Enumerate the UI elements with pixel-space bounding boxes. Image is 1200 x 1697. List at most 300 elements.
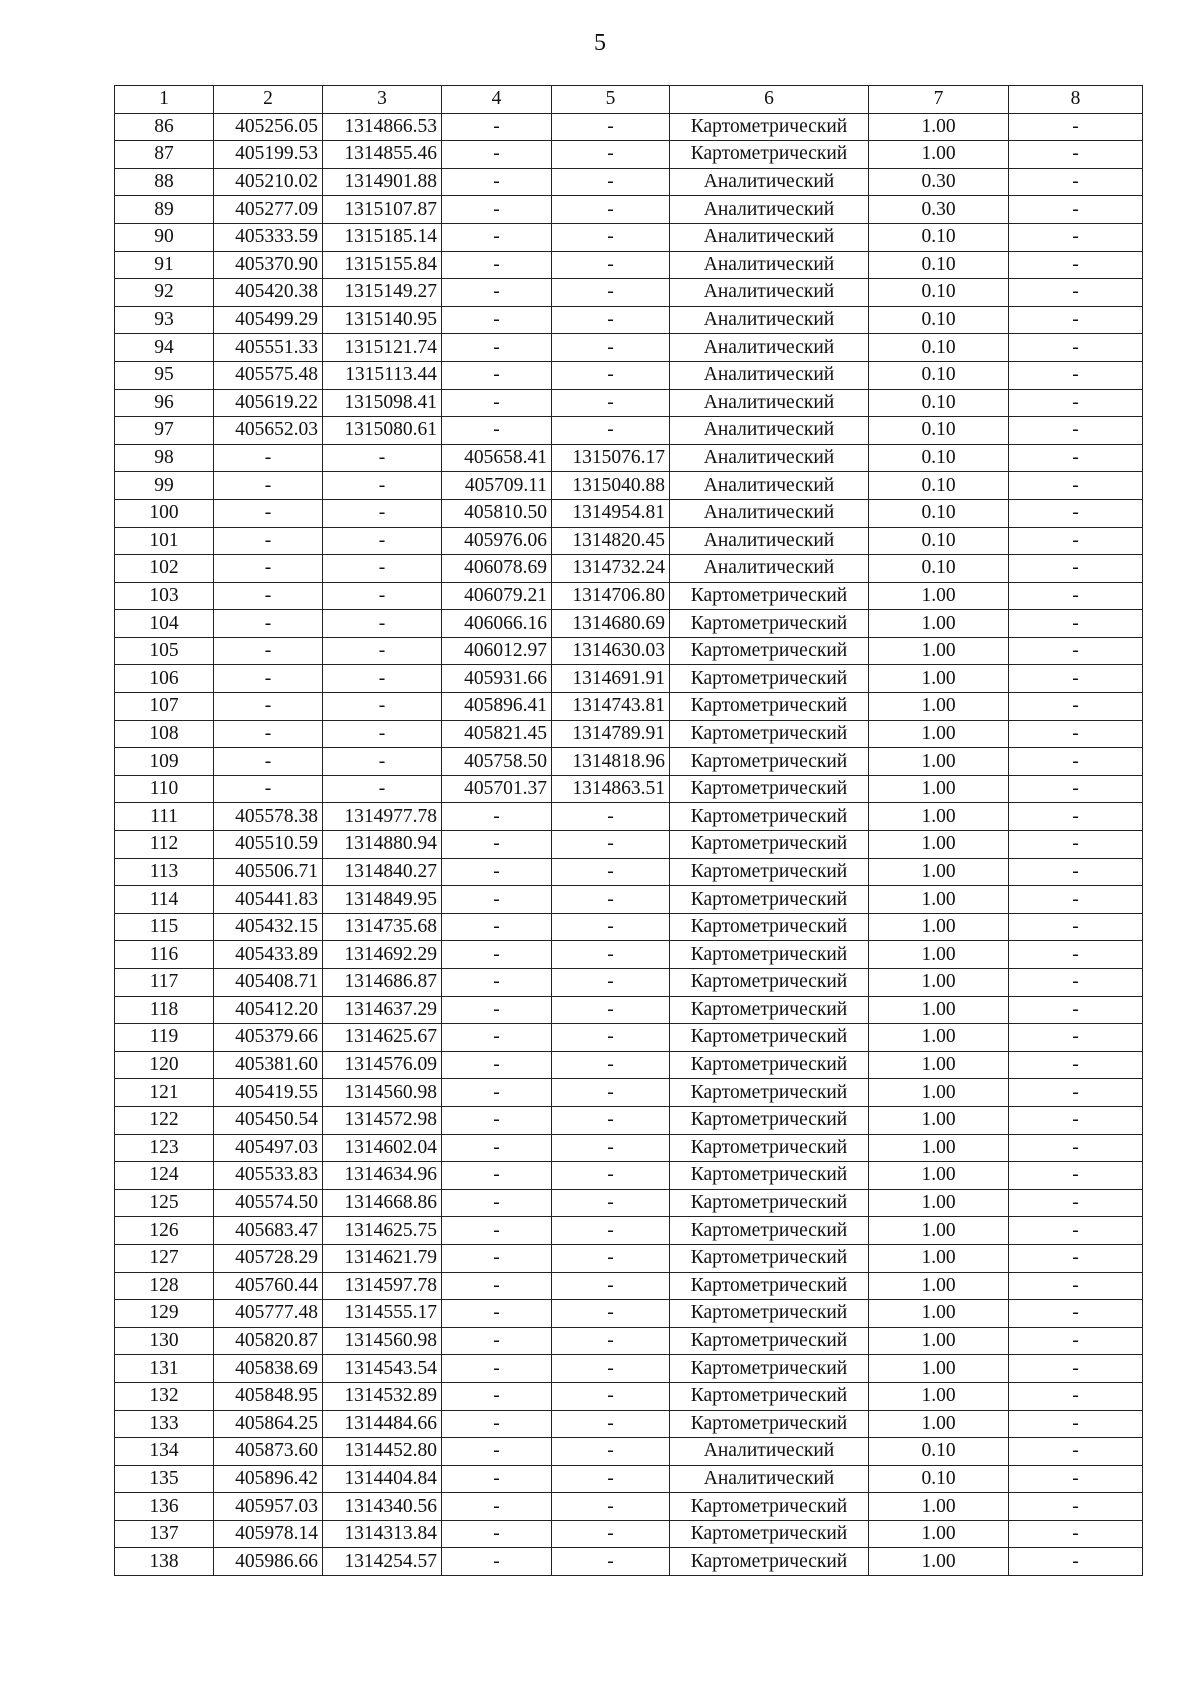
table-row (115, 969, 1143, 997)
cell-new-x: 406012.97 (442, 637, 552, 665)
cell-existing-x: 405986.66 (214, 1548, 323, 1576)
cell-point-number: 111 (115, 803, 214, 831)
cell-accuracy: 1.00 (869, 1300, 1009, 1328)
cell-note: - (1009, 141, 1143, 169)
cell-point-number: 131 (115, 1355, 214, 1383)
cell-new-x: - (442, 141, 552, 169)
cell-new-y: 1314680.69 (552, 610, 670, 638)
cell-point-number: 112 (115, 831, 214, 859)
cell-point-number: 114 (115, 886, 214, 914)
cell-point-number: 102 (115, 555, 214, 583)
cell-existing-x: 405433.89 (214, 941, 323, 969)
cell-existing-x: 405210.02 (214, 168, 323, 196)
cell-existing-x: 405379.66 (214, 1024, 323, 1052)
cell-method: Картометрический (670, 996, 869, 1024)
cell-new-y: - (552, 251, 670, 279)
table-row (115, 444, 1143, 472)
cell-accuracy: 1.00 (869, 1327, 1009, 1355)
cell-new-y: - (552, 803, 670, 831)
cell-accuracy: 1.00 (869, 1134, 1009, 1162)
cell-new-x: 405709.11 (442, 472, 552, 500)
cell-method: Аналитический (670, 472, 869, 500)
cell-method: Аналитический (670, 417, 869, 445)
cell-existing-y: 1315155.84 (323, 251, 442, 279)
cell-note: - (1009, 886, 1143, 914)
cell-method: Аналитический (670, 223, 869, 251)
table-row (115, 1272, 1143, 1300)
cell-existing-y: - (323, 748, 442, 776)
cell-existing-x: 405760.44 (214, 1272, 323, 1300)
cell-existing-x: 405574.50 (214, 1189, 323, 1217)
cell-method: Картометрический (670, 665, 869, 693)
cell-new-y: 1314818.96 (552, 748, 670, 776)
cell-existing-x: 405370.90 (214, 251, 323, 279)
cell-existing-y: 1315121.74 (323, 334, 442, 362)
cell-new-y: - (552, 1438, 670, 1466)
cell-accuracy: 0.30 (869, 168, 1009, 196)
cell-existing-x: 405199.53 (214, 141, 323, 169)
cell-existing-y: 1314692.29 (323, 941, 442, 969)
table-row (115, 141, 1143, 169)
cell-new-x: - (442, 831, 552, 859)
table-row (115, 610, 1143, 638)
cell-new-y: 1315040.88 (552, 472, 670, 500)
cell-existing-y: 1315149.27 (323, 279, 442, 307)
cell-note: - (1009, 1382, 1143, 1410)
cell-point-number: 94 (115, 334, 214, 362)
cell-new-y: - (552, 1134, 670, 1162)
cell-note: - (1009, 361, 1143, 389)
cell-existing-y: 1314452.80 (323, 1438, 442, 1466)
cell-existing-x: - (214, 720, 323, 748)
table-row (115, 1217, 1143, 1245)
cell-note: - (1009, 693, 1143, 721)
cell-accuracy: 1.00 (869, 582, 1009, 610)
cell-accuracy: 1.00 (869, 1189, 1009, 1217)
cell-method: Аналитический (670, 251, 869, 279)
cell-point-number: 119 (115, 1024, 214, 1052)
cell-point-number: 135 (115, 1465, 214, 1493)
cell-accuracy: 1.00 (869, 1493, 1009, 1521)
cell-existing-y: - (323, 444, 442, 472)
cell-accuracy: 1.00 (869, 665, 1009, 693)
cell-accuracy: 1.00 (869, 1162, 1009, 1190)
cell-method: Аналитический (670, 555, 869, 583)
cell-new-y: - (552, 389, 670, 417)
cell-new-x: - (442, 113, 552, 141)
cell-new-x: - (442, 334, 552, 362)
cell-point-number: 136 (115, 1493, 214, 1521)
cell-existing-x: 405277.09 (214, 196, 323, 224)
cell-new-y: - (552, 1051, 670, 1079)
cell-accuracy: 1.00 (869, 1024, 1009, 1052)
cell-existing-y: 1314602.04 (323, 1134, 442, 1162)
cell-point-number: 118 (115, 996, 214, 1024)
table-row (115, 527, 1143, 555)
cell-point-number: 109 (115, 748, 214, 776)
cell-method: Картометрический (670, 1300, 869, 1328)
cell-note: - (1009, 1520, 1143, 1548)
cell-existing-x: 405420.38 (214, 279, 323, 307)
cell-point-number: 125 (115, 1189, 214, 1217)
cell-existing-x: 405652.03 (214, 417, 323, 445)
cell-new-y: - (552, 223, 670, 251)
cell-method: Картометрический (670, 1051, 869, 1079)
cell-existing-x: 405533.83 (214, 1162, 323, 1190)
cell-existing-y: 1314849.95 (323, 886, 442, 914)
cell-accuracy: 0.10 (869, 361, 1009, 389)
cell-note: - (1009, 1134, 1143, 1162)
cell-method: Картометрический (670, 941, 869, 969)
header-cell-existing-x: 2 (214, 86, 323, 114)
cell-existing-y: - (323, 472, 442, 500)
cell-existing-y: - (323, 693, 442, 721)
cell-point-number: 110 (115, 775, 214, 803)
cell-note: - (1009, 223, 1143, 251)
cell-method: Картометрический (670, 610, 869, 638)
cell-note: - (1009, 1051, 1143, 1079)
cell-point-number: 123 (115, 1134, 214, 1162)
cell-accuracy: 1.00 (869, 1217, 1009, 1245)
cell-point-number: 101 (115, 527, 214, 555)
cell-new-x: - (442, 1548, 552, 1576)
cell-existing-x: 405450.54 (214, 1106, 323, 1134)
cell-new-x: - (442, 279, 552, 307)
cell-accuracy: 1.00 (869, 886, 1009, 914)
cell-point-number: 128 (115, 1272, 214, 1300)
cell-note: - (1009, 472, 1143, 500)
table-row (115, 168, 1143, 196)
cell-accuracy: 1.00 (869, 1079, 1009, 1107)
cell-new-x: - (442, 1355, 552, 1383)
cell-existing-y: 1314637.29 (323, 996, 442, 1024)
cell-method: Аналитический (670, 1465, 869, 1493)
cell-existing-x: 405864.25 (214, 1410, 323, 1438)
cell-new-x: 405821.45 (442, 720, 552, 748)
cell-new-y: - (552, 279, 670, 307)
cell-note: - (1009, 637, 1143, 665)
cell-note: - (1009, 1106, 1143, 1134)
cell-new-x: - (442, 168, 552, 196)
cell-accuracy: 0.30 (869, 196, 1009, 224)
cell-accuracy: 1.00 (869, 1106, 1009, 1134)
cell-accuracy: 1.00 (869, 1520, 1009, 1548)
table-row (115, 306, 1143, 334)
cell-new-x: 405810.50 (442, 499, 552, 527)
cell-method: Картометрический (670, 858, 869, 886)
cell-point-number: 107 (115, 693, 214, 721)
cell-accuracy: 1.00 (869, 637, 1009, 665)
cell-existing-x: 405408.71 (214, 969, 323, 997)
cell-accuracy: 0.10 (869, 472, 1009, 500)
cell-method: Картометрический (670, 748, 869, 776)
cell-accuracy: 0.10 (869, 1465, 1009, 1493)
cell-note: - (1009, 1410, 1143, 1438)
cell-note: - (1009, 1548, 1143, 1576)
cell-existing-y: 1314855.46 (323, 141, 442, 169)
cell-method: Аналитический (670, 499, 869, 527)
cell-new-y: - (552, 1410, 670, 1438)
cell-method: Картометрический (670, 141, 869, 169)
header-cell-new-x: 4 (442, 86, 552, 114)
cell-new-y: - (552, 141, 670, 169)
table-row (115, 941, 1143, 969)
cell-accuracy: 1.00 (869, 1410, 1009, 1438)
cell-existing-y: - (323, 582, 442, 610)
cell-existing-y: 1314555.17 (323, 1300, 442, 1328)
cell-point-number: 103 (115, 582, 214, 610)
cell-new-x: 405701.37 (442, 775, 552, 803)
cell-existing-y: 1315185.14 (323, 223, 442, 251)
cell-new-y: 1314630.03 (552, 637, 670, 665)
cell-note: - (1009, 555, 1143, 583)
cell-method: Аналитический (670, 527, 869, 555)
cell-existing-y: 1315107.87 (323, 196, 442, 224)
cell-method: Картометрический (670, 886, 869, 914)
cell-accuracy: 1.00 (869, 693, 1009, 721)
cell-existing-x: 405499.29 (214, 306, 323, 334)
cell-point-number: 115 (115, 913, 214, 941)
table-row (115, 472, 1143, 500)
cell-point-number: 95 (115, 361, 214, 389)
cell-new-x: - (442, 1106, 552, 1134)
cell-note: - (1009, 831, 1143, 859)
cell-new-y: - (552, 113, 670, 141)
cell-existing-x: 405256.05 (214, 113, 323, 141)
cell-note: - (1009, 1300, 1143, 1328)
cell-new-x: - (442, 913, 552, 941)
cell-point-number: 130 (115, 1327, 214, 1355)
cell-new-x: 405976.06 (442, 527, 552, 555)
cell-new-x: - (442, 1024, 552, 1052)
cell-new-y: - (552, 334, 670, 362)
cell-note: - (1009, 1244, 1143, 1272)
cell-method: Картометрический (670, 1272, 869, 1300)
cell-note: - (1009, 610, 1143, 638)
cell-point-number: 100 (115, 499, 214, 527)
cell-existing-x: 405432.15 (214, 913, 323, 941)
cell-accuracy: 1.00 (869, 913, 1009, 941)
coordinates-table (114, 85, 1143, 1576)
cell-method: Картометрический (670, 1134, 869, 1162)
table-row (115, 1520, 1143, 1548)
cell-new-x: 405658.41 (442, 444, 552, 472)
cell-existing-y: 1314866.53 (323, 113, 442, 141)
cell-accuracy: 1.00 (869, 113, 1009, 141)
cell-existing-y: 1314404.84 (323, 1465, 442, 1493)
cell-accuracy: 0.10 (869, 306, 1009, 334)
cell-note: - (1009, 1189, 1143, 1217)
cell-existing-y: 1314735.68 (323, 913, 442, 941)
cell-note: - (1009, 196, 1143, 224)
cell-existing-y: - (323, 775, 442, 803)
cell-note: - (1009, 582, 1143, 610)
cell-point-number: 88 (115, 168, 214, 196)
cell-new-x: - (442, 1272, 552, 1300)
table-header-row (115, 86, 1143, 114)
cell-note: - (1009, 168, 1143, 196)
cell-existing-x: 405820.87 (214, 1327, 323, 1355)
table-row (115, 1244, 1143, 1272)
cell-existing-x: 405412.20 (214, 996, 323, 1024)
cell-new-x: - (442, 1134, 552, 1162)
cell-new-x: - (442, 803, 552, 831)
cell-note: - (1009, 113, 1143, 141)
cell-accuracy: 1.00 (869, 1355, 1009, 1383)
cell-accuracy: 1.00 (869, 1244, 1009, 1272)
cell-existing-y: - (323, 527, 442, 555)
table-row (115, 748, 1143, 776)
header-cell-existing-y: 3 (323, 86, 442, 114)
cell-existing-x: - (214, 665, 323, 693)
cell-new-y: 1314691.91 (552, 665, 670, 693)
table-row (115, 113, 1143, 141)
cell-new-y: - (552, 1327, 670, 1355)
cell-new-x: - (442, 941, 552, 969)
cell-new-x: - (442, 1465, 552, 1493)
cell-existing-y: 1314634.96 (323, 1162, 442, 1190)
cell-method: Картометрический (670, 913, 869, 941)
cell-existing-x: - (214, 527, 323, 555)
cell-accuracy: 1.00 (869, 941, 1009, 969)
cell-note: - (1009, 748, 1143, 776)
table-row (115, 1300, 1143, 1328)
table-row (115, 1134, 1143, 1162)
table-row (115, 334, 1143, 362)
table-row (115, 1024, 1143, 1052)
cell-new-y: - (552, 1079, 670, 1107)
cell-existing-y: - (323, 610, 442, 638)
cell-new-x: - (442, 1493, 552, 1521)
cell-existing-x: 405381.60 (214, 1051, 323, 1079)
cell-new-y: 1314706.80 (552, 582, 670, 610)
cell-method: Картометрический (670, 1162, 869, 1190)
cell-note: - (1009, 803, 1143, 831)
cell-point-number: 133 (115, 1410, 214, 1438)
cell-existing-y: 1314484.66 (323, 1410, 442, 1438)
cell-new-y: - (552, 1244, 670, 1272)
table-row (115, 1410, 1143, 1438)
cell-method: Картометрический (670, 1548, 869, 1576)
cell-new-y: - (552, 196, 670, 224)
cell-note: - (1009, 389, 1143, 417)
cell-accuracy: 1.00 (869, 1548, 1009, 1576)
cell-new-x: - (442, 389, 552, 417)
cell-existing-x: 405619.22 (214, 389, 323, 417)
table-body (115, 86, 1143, 1576)
table-row (115, 886, 1143, 914)
cell-existing-x: - (214, 775, 323, 803)
cell-method: Картометрический (670, 1244, 869, 1272)
cell-existing-x: 405728.29 (214, 1244, 323, 1272)
table-row (115, 1382, 1143, 1410)
cell-note: - (1009, 969, 1143, 997)
cell-new-y: - (552, 1382, 670, 1410)
cell-accuracy: 0.10 (869, 389, 1009, 417)
table-row (115, 996, 1143, 1024)
cell-note: - (1009, 720, 1143, 748)
table-row (115, 720, 1143, 748)
cell-note: - (1009, 1465, 1143, 1493)
cell-new-x: 406079.21 (442, 582, 552, 610)
cell-method: Картометрический (670, 803, 869, 831)
table-row (115, 1162, 1143, 1190)
table-row (115, 1548, 1143, 1576)
cell-new-x: - (442, 996, 552, 1024)
cell-existing-x: - (214, 582, 323, 610)
cell-point-number: 121 (115, 1079, 214, 1107)
cell-point-number: 122 (115, 1106, 214, 1134)
cell-new-y: - (552, 1493, 670, 1521)
cell-new-x: - (442, 1244, 552, 1272)
table-row (115, 417, 1143, 445)
cell-new-x: - (442, 1520, 552, 1548)
cell-point-number: 104 (115, 610, 214, 638)
cell-accuracy: 0.10 (869, 527, 1009, 555)
cell-new-x: - (442, 969, 552, 997)
cell-new-x: - (442, 858, 552, 886)
cell-accuracy: 0.10 (869, 251, 1009, 279)
cell-accuracy: 1.00 (869, 1382, 1009, 1410)
cell-existing-x: 405419.55 (214, 1079, 323, 1107)
cell-new-y: - (552, 969, 670, 997)
cell-new-x: - (442, 1438, 552, 1466)
cell-existing-x: 405333.59 (214, 223, 323, 251)
cell-existing-y: - (323, 637, 442, 665)
cell-point-number: 105 (115, 637, 214, 665)
table-row (115, 1051, 1143, 1079)
cell-note: - (1009, 251, 1143, 279)
cell-existing-y: 1314543.54 (323, 1355, 442, 1383)
cell-existing-y: 1314686.87 (323, 969, 442, 997)
cell-note: - (1009, 1272, 1143, 1300)
cell-note: - (1009, 913, 1143, 941)
table-row (115, 858, 1143, 886)
cell-point-number: 97 (115, 417, 214, 445)
cell-existing-y: - (323, 665, 442, 693)
cell-existing-y: - (323, 555, 442, 583)
cell-new-y: - (552, 168, 670, 196)
cell-method: Картометрический (670, 1189, 869, 1217)
cell-note: - (1009, 417, 1143, 445)
cell-accuracy: 1.00 (869, 1272, 1009, 1300)
cell-new-y: - (552, 1217, 670, 1245)
cell-existing-x: - (214, 748, 323, 776)
cell-existing-x: 405551.33 (214, 334, 323, 362)
cell-new-y: 1314954.81 (552, 499, 670, 527)
cell-method: Картометрический (670, 113, 869, 141)
cell-existing-y: 1314625.75 (323, 1217, 442, 1245)
cell-new-x: - (442, 1079, 552, 1107)
table-row (115, 582, 1143, 610)
cell-note: - (1009, 775, 1143, 803)
cell-point-number: 108 (115, 720, 214, 748)
cell-new-x: - (442, 361, 552, 389)
header-cell-new-y: 5 (552, 86, 670, 114)
cell-new-x: - (442, 1051, 552, 1079)
cell-new-x: - (442, 251, 552, 279)
cell-accuracy: 1.00 (869, 775, 1009, 803)
cell-new-y: - (552, 1106, 670, 1134)
cell-method: Аналитический (670, 306, 869, 334)
cell-method: Картометрический (670, 1410, 869, 1438)
cell-note: - (1009, 996, 1143, 1024)
cell-method: Картометрический (670, 1520, 869, 1548)
cell-existing-x: 405978.14 (214, 1520, 323, 1548)
cell-existing-x: 405777.48 (214, 1300, 323, 1328)
table-row (115, 555, 1143, 583)
cell-new-y: - (552, 361, 670, 389)
